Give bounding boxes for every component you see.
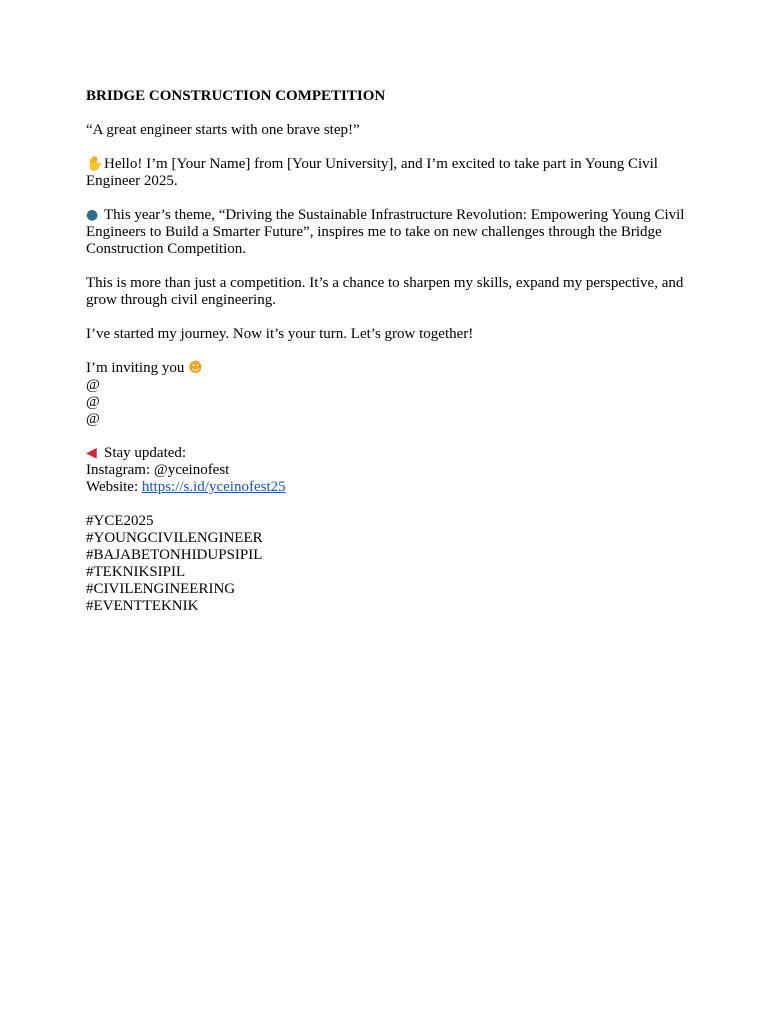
- stay-updated-line: [86, 445, 706, 462]
- invite-line: [86, 360, 706, 377]
- website-link[interactable]: https://s.id/yceinofest25: [141, 479, 286, 495]
- instagram-line: Instagram: @yceinofest: [86, 462, 230, 478]
- globe-icon: ●: [86, 207, 99, 223]
- grinning-face-icon: ☻: [188, 360, 203, 376]
- stay-updated-label: Stay updated:: [104, 445, 187, 461]
- theme-paragraph: [86, 207, 706, 258]
- invite-block: [86, 360, 706, 428]
- mention: @: [86, 377, 100, 393]
- invite-text: I’m inviting you: [86, 360, 185, 376]
- hashtag: #BAJABETONHIDUPSIPIL: [86, 547, 263, 563]
- hashtag: #YCE2025: [86, 513, 154, 529]
- document-title: BRIDGE CONSTRUCTION COMPETITION: [86, 88, 386, 104]
- journey-paragraph: I’ve started my journey. Now it’s your turn. Let’s grow together!: [86, 326, 474, 342]
- hashtag: #CIVILENGINEERING: [86, 581, 236, 597]
- hashtags-block: [86, 513, 706, 615]
- document-page: [86, 88, 706, 632]
- hashtag: #TEKNIKSIPIL: [86, 564, 186, 580]
- mention: @: [86, 411, 100, 427]
- theme-text: This year’s theme, “Driving the Sustainable Infrastructure Revolution: Empowering Young Civil Engineers to Build a Smarter Future”, inspires me to take on new challenges through the Bridge Construction Competition.: [86, 207, 685, 257]
- megaphone-icon: ◀: [86, 445, 97, 461]
- hashtag: #EVENTTEKNIK: [86, 598, 199, 614]
- website-line: [86, 479, 706, 496]
- intro-text: Hello! I’m [Your Name] from [Your University], and I’m excited to take part in Young Civil Engineer 2025.: [86, 156, 658, 189]
- waving-hand-icon: ✋: [86, 156, 104, 172]
- stay-updated-block: [86, 445, 706, 496]
- website-label: Website:: [86, 479, 142, 495]
- competition-paragraph: This is more than just a competition. It’s a chance to sharpen my skills, expand my perspective, and grow through civil engineering.: [86, 275, 684, 308]
- intro-paragraph: [86, 156, 706, 190]
- hashtag: #YOUNGCIVILENGINEER: [86, 530, 263, 546]
- quote: “A great engineer starts with one brave step!”: [86, 122, 360, 138]
- mention: @: [86, 394, 100, 410]
